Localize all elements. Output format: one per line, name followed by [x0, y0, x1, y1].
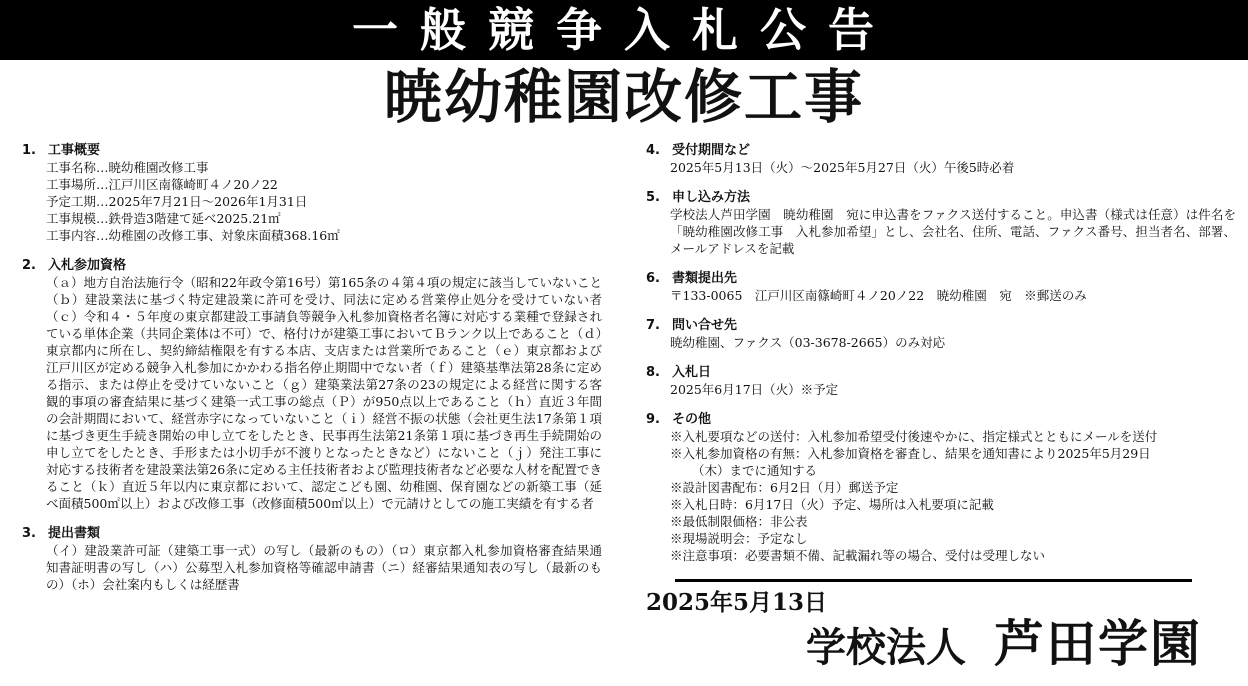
section-heading: 工事概要 [48, 143, 101, 158]
note-item-continuation: （木）までに通知する [692, 463, 818, 478]
section-heading: 問い合せ先 [672, 318, 738, 333]
section-heading: 書類提出先 [672, 271, 738, 286]
section-number: 5. [646, 190, 660, 205]
section-number: 3. [22, 526, 36, 541]
divider-rule [675, 579, 1192, 582]
section-number: 2. [22, 258, 36, 273]
project-title: 暁幼稚園改修工事 [383, 63, 864, 131]
note-item: ※入札日時：6月17日（火）予定、場所は入札要項に記載 [670, 497, 994, 512]
section-heading: 提出書類 [48, 526, 101, 541]
section-3 [22, 525, 602, 593]
project-content-line: 工事内容…幼稚園の改修工事、対象床面積368.16㎡ [46, 228, 340, 243]
section-heading: 申し込み方法 [672, 190, 751, 205]
section-heading: 入札参加資格 [48, 258, 127, 273]
section-number: 4. [646, 143, 660, 158]
organization-signature [806, 614, 1202, 686]
section-1 [22, 142, 602, 244]
project-period-line: 予定工期…2025年7月21日〜2026年1月31日 [46, 194, 308, 209]
qualification-text: （ａ）地方自治法施行令（昭和22年政令第16号）第165条の４第４項の規定に該当していないこと（ｂ）建設業法に基づく特定建設業に許可を受け、同法に定める営業停止処分を受けていない者（ｃ）令和４・５年度の東京都建設工事請負等競争入札参加資格者名簿に対応する業種で登録されている単体企業（共同企業体は不可）で、格付けが建築工事においてＢランク以上であること（ｄ）東京都内に所在し、契約締結権限を有する本店、支店または営業所であること（ｅ）東京都および江戸川区が定める競争入札参加にかかわる指名停止期間中でない者（ｆ）建築基準法第28条に定める指示、または停止を受けていないこと（ｇ）建築業法第27条の23の規定による経営に関する客観的事項の審査結果に基づく建築一式工事の総点（Ｐ）が950点以上であること（ｈ）直近３年間の会計期間において、経営赤字になっていないこと（ｉ）経営不振の状態（会社更生法17条第１項に基づき更生手続き開始の申し立てをしたとき、民事再生法第21条第１項に基づき再生手続開始の申し立てをしたとき、手形または小切手が不渡りとなったときなど）にないこと（ｊ）発注工事に対応する技術者を建設業法第26条に定める主任技術者および監理技術者など必要な人材を配置できること（ｋ）直近５年以内に東京都において、認定こども園、幼稚園、保育園などの新築工事（延べ面積500㎡以上）および改修工事（改修面積500㎡以上）で元請けとしての施工実績を有する者 [46, 275, 602, 511]
left-column [22, 142, 602, 606]
section-number: 8. [646, 365, 660, 380]
section-6 [646, 270, 1236, 304]
announcement-date: 2025年5月13日 [646, 589, 828, 616]
project-location-line: 工事場所…江戸川区南篠崎町４ノ20ノ22 [46, 177, 278, 192]
note-item: ※入札参加資格の有無：入札参加資格を審査し、結果を通知書により2025年5月29日 [670, 446, 1151, 461]
section-5 [646, 189, 1236, 257]
section-number: 6. [646, 271, 660, 286]
section-heading: 入札日 [672, 365, 712, 380]
note-item: ※設計図書配布：6月2日（月）郵送予定 [670, 480, 899, 495]
submission-address-text: 〒133-0065 江戸川区南篠崎町４ノ20ノ22 暁幼稚園 宛 ※郵送のみ [670, 288, 1087, 303]
note-item: ※現場説明会：予定なし [670, 531, 808, 546]
section-4 [646, 142, 1236, 176]
section-heading: 受付期間など [672, 143, 751, 158]
organization-name: 芦田学園 [994, 614, 1202, 673]
bid-date-text: 2025年6月17日（火）※予定 [670, 382, 839, 397]
note-item: ※入札要項などの送付：入札参加希望受付後速やかに、指定様式とともにメールを送付 [670, 429, 1158, 444]
section-2 [22, 257, 602, 512]
section-heading: その他 [672, 412, 712, 427]
section-number: 9. [646, 412, 660, 427]
application-method-text: 学校法人芦田学園 暁幼稚園 宛に申込書をファクス送付すること。申込書（様式は任意）は件名を「暁幼稚園改修工事 入札参加希望」とし、会社名、住所、電話、ファクス番号、担当者名、部署、メールアドレスを記載 [670, 207, 1236, 256]
header-banner [0, 0, 1248, 60]
note-item: ※注意事項：必要書類不備、記載漏れ等の場合、受付は受理しない [670, 548, 1046, 563]
right-column [646, 142, 1236, 577]
section-number: 1. [22, 143, 36, 158]
section-7 [646, 317, 1236, 351]
reception-period-text: 2025年5月13日（火）〜2025年5月27日（火）午後5時必着 [670, 160, 1015, 175]
project-scale-line: 工事規模…鉄骨造3階建て延べ2025.21㎡ [46, 211, 281, 226]
contact-text: 暁幼稚園、ファクス（03-3678-2665）のみ対応 [670, 335, 946, 350]
note-item: ※最低制限価格：非公表 [670, 514, 808, 529]
project-name-line: 工事名称…暁幼稚園改修工事 [46, 160, 209, 175]
notice-type-title: 一般競争入札公告 [352, 3, 896, 57]
section-8 [646, 364, 1236, 398]
documents-text: （イ）建設業許可証（建築工事一式）の写し（最新のもの）（ロ）東京都入札参加資格審査結果通知書証明書の写し（ハ）公募型入札参加資格等確認申請書（ニ）経審結果通知表の写し（最新のもの）（ホ）会社案内もしくは経歴書 [46, 543, 602, 592]
section-9 [646, 411, 1236, 564]
section-number: 7. [646, 318, 660, 333]
organization-type: 学校法人 [806, 624, 966, 671]
